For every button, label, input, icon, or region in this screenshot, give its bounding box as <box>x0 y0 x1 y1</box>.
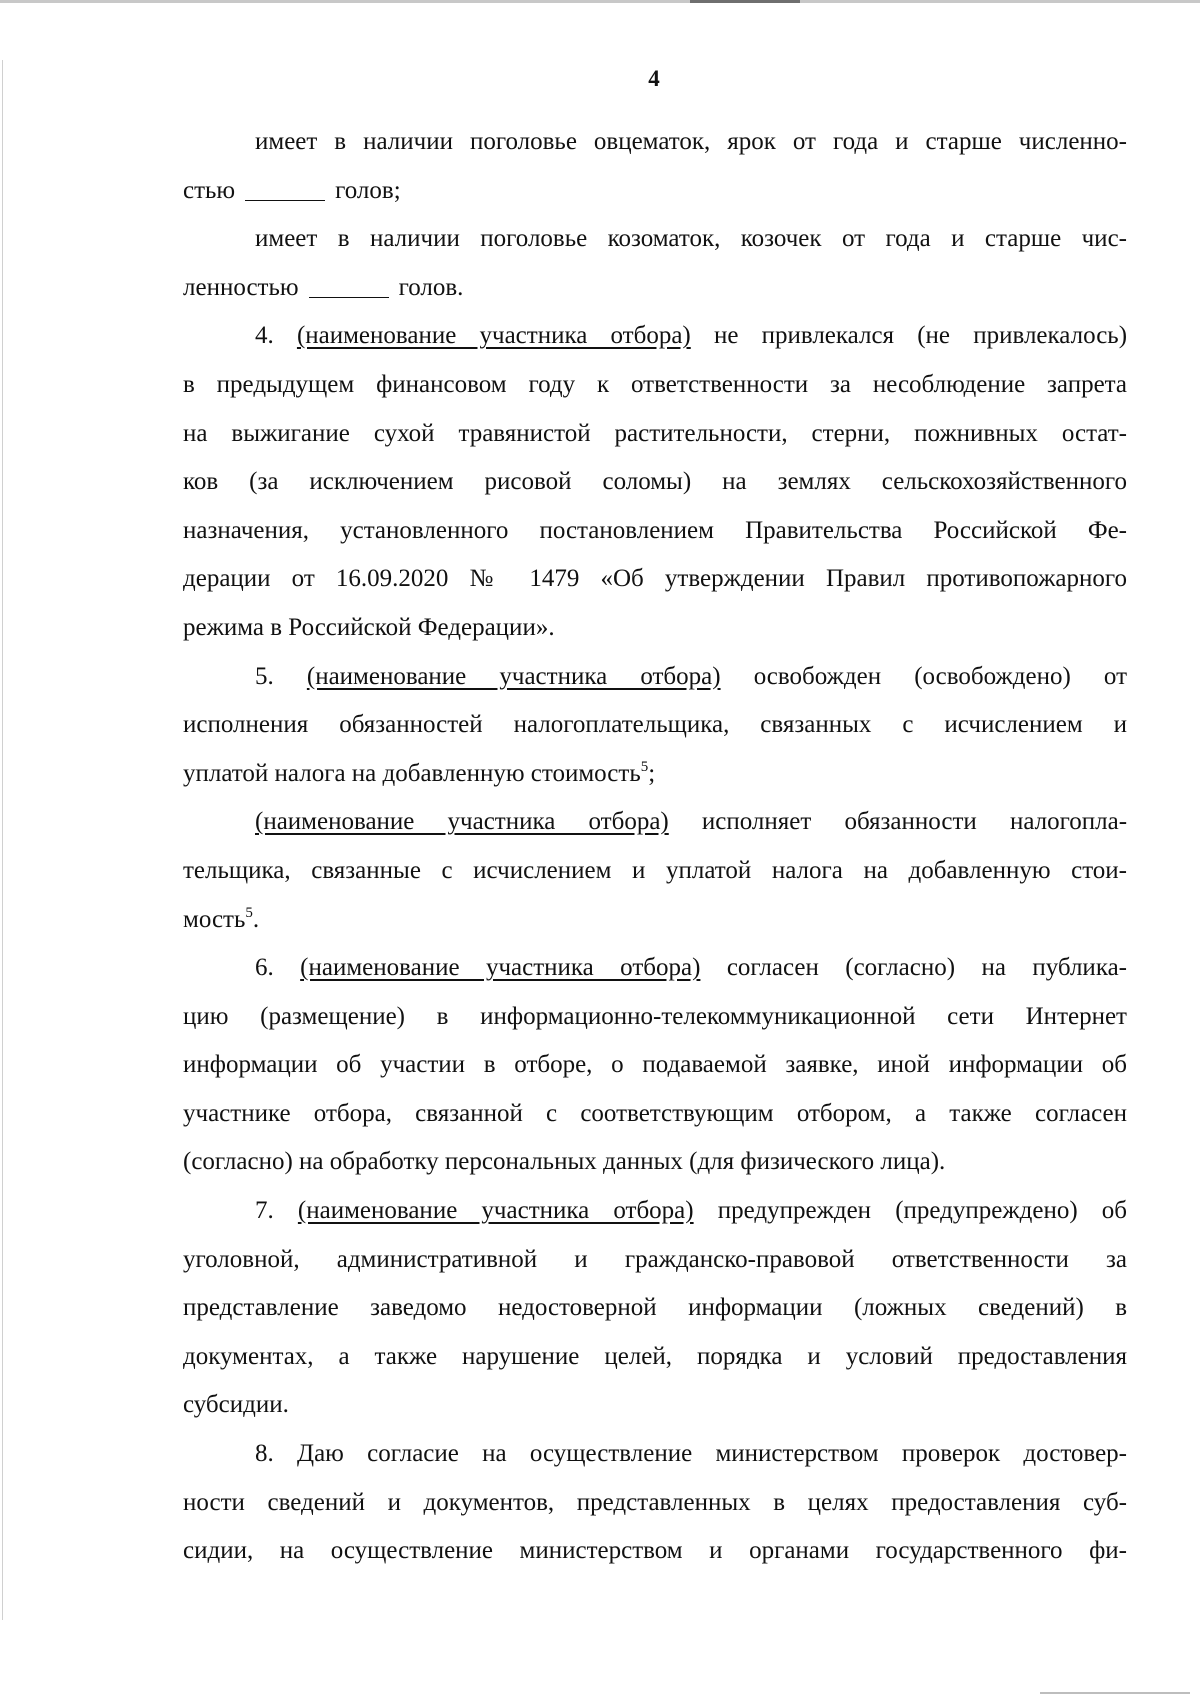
paragraph-7-line-4: документах, а также нарушение целей, порядка и условий предоставления <box>183 1342 1127 1370</box>
paragraph-number: 4. <box>255 322 274 350</box>
participant-placeholder: (наименование участника отбора) <box>296 322 691 350</box>
paragraph-7-line-5: субсидии. <box>183 1391 289 1419</box>
text-fragment: не привлекался (не привлекалось) <box>713 322 1128 350</box>
footnote-ref: 5 <box>245 904 253 921</box>
text-fragment: голов. <box>398 273 464 301</box>
paragraph-5-line-3 <box>183 750 1127 799</box>
paragraph-goats-line-1: имеет в наличии поголовье козоматок, козочек от года и старше чис- <box>255 225 1127 253</box>
footnote-ref: 5 <box>640 758 649 775</box>
paragraph-sheep-line-1: имеет в наличии поголовье овцематок, ярок от года и старше численно- <box>255 128 1127 155</box>
scan-mark-top <box>690 0 800 3</box>
paragraph-8-line-2: ности сведений и документов, представленных в целях предоставления суб- <box>183 1488 1127 1516</box>
scan-mark-bottom <box>1040 1692 1190 1694</box>
paragraph-5-line-2: исполнения обязанностей налогоплательщика, связанных с исчислением и <box>183 711 1127 739</box>
paragraph-4-line-3: на выжигание сухой травянистой растительности, стерни, пожнивных остат- <box>183 419 1127 447</box>
paragraph-4-line-4: ков (за исключением рисовой соломы) на землях сельскохозяйственного <box>183 468 1127 496</box>
paragraph-5b-line-1 <box>183 798 1127 847</box>
text-fragment: ленностью <box>183 273 299 301</box>
participant-placeholder: (наименование участника отбора) <box>300 954 701 982</box>
paragraph-8-line-1: 8. Даю согласие на осуществление министерством проверок достовер- <box>255 1440 1127 1468</box>
paragraph-5b-line-3 <box>183 896 1127 945</box>
paragraph-7-line-3: представление заведомо недостоверной информации (ложных сведений) в <box>183 1294 1127 1322</box>
document-body <box>183 118 1127 1576</box>
paragraph-8-line-3: сидии, на осуществление министерством и органами государственного фи- <box>183 1537 1127 1565</box>
participant-placeholder: (наименование участника отбора) <box>297 1197 694 1225</box>
paragraph-4-line-5: назначения, установленного постановлением Правительства Российской Фе- <box>183 516 1127 544</box>
text-fragment: исполняет обязанности налогопла- <box>701 808 1128 836</box>
text-fragment: . <box>252 905 260 933</box>
scan-edge-top <box>0 0 1200 3</box>
text-fragment: согласен (согласно) на публика- <box>726 954 1128 982</box>
paragraph-7-line-1 <box>183 1187 1127 1236</box>
paragraph-6-line-1 <box>183 944 1127 993</box>
scan-edge-left <box>2 60 3 1620</box>
participant-placeholder: (наименование участника отбора) <box>306 662 721 690</box>
paragraph-6-line-2: цию (размещение) в информационно-телекоммуникационной сети Интернет <box>183 1002 1127 1030</box>
paragraph-5-line-1 <box>183 653 1127 702</box>
text-fragment: освобожден (освобождено) от <box>753 662 1128 690</box>
paragraph-6-line-3: информации об участии в отборе, о подаваемой заявке, иной информации об <box>183 1051 1127 1079</box>
paragraph-4-line-2: в предыдущем финансовом году к ответственности за несоблюдение запрета <box>183 370 1127 398</box>
fill-in-blank <box>245 175 325 201</box>
paragraph-goats-line-2 <box>183 264 1127 313</box>
fill-in-blank <box>309 272 389 298</box>
paragraph-number: 6. <box>255 954 274 982</box>
paragraph-5b-line-2: тельщика, связанные с исчислением и уплатой налога на добавленную стои- <box>183 856 1127 884</box>
paragraph-4-line-1 <box>183 312 1127 361</box>
text-fragment: уплатой налога на добавленную стоимость <box>183 759 641 787</box>
text-fragment: голов; <box>335 176 401 204</box>
paragraph-number: 7. <box>255 1197 274 1225</box>
paragraph-sheep-line-2 <box>183 167 1127 216</box>
paragraph-6-line-5: (согласно) на обработку персональных данных (для физического лица). <box>183 1148 946 1176</box>
paragraph-7-line-2: уголовной, административной и гражданско-правовой ответственности за <box>183 1245 1127 1273</box>
page-number: 4 <box>648 66 660 91</box>
text-fragment: стью <box>183 176 236 204</box>
paragraph-4-line-6: дерации от 16.09.2020 № 1479 «Об утверждении Правил противопожарного <box>183 565 1127 593</box>
text-fragment: ; <box>648 759 656 787</box>
text-fragment: мость <box>183 905 246 933</box>
paragraph-6-line-4: участнике отбора, связанной с соответствующим отбором, а также согласен <box>183 1099 1127 1127</box>
paragraph-number: 5. <box>255 662 274 690</box>
paragraph-4-line-7: режима в Российской Федерации». <box>183 613 555 641</box>
text-fragment: предупрежден (предупреждено) об <box>717 1197 1128 1225</box>
participant-placeholder: (наименование участника отбора) <box>255 808 669 836</box>
